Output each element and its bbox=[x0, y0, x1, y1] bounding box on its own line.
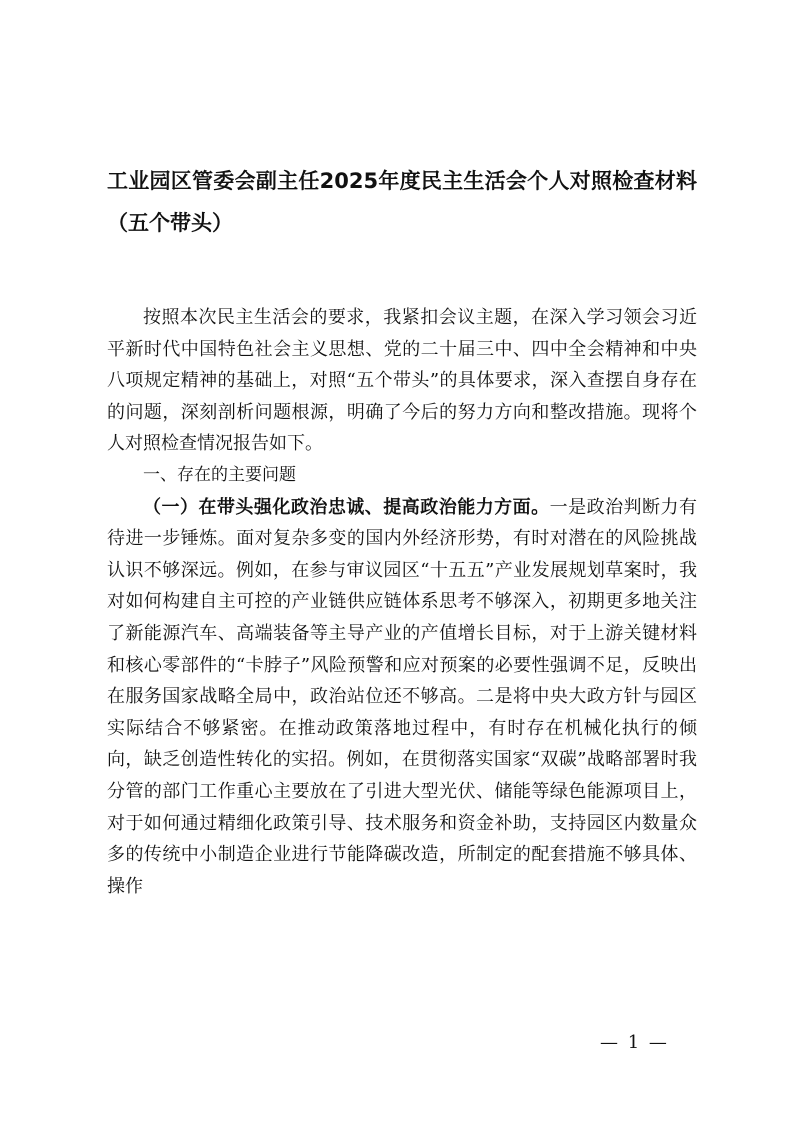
subsection-paragraph bbox=[107, 492, 697, 903]
section-heading: 一、存在的主要问题 bbox=[143, 464, 296, 485]
subsection-heading: （一）在带头强化政治忠诚、提高政治能力方面。 bbox=[143, 496, 550, 518]
subsection-text: 一是政治判断力有待进一步锤炼。面对复杂多变的国内外经济形势，有时对潜在的风险挑战认识不够深远。例如，在参与审议园区“十五五”产业发展规划草案时，我对如何构建自主可控的产业链供应链体系思考不够深入，初期更多地关注了新能源汽车、高端装备等主导产业的产值增长目标，对于上游关键材料和核心零部件的“卡脖子”风险预警和应对预案的必要性强调不足，反映出在服务国家战略全局中，政治站位还不够高。二是将中央大政方针与园区实际结合不够紧密。在推动政策落地过程中，有时存在机械化执行的倾向，缺乏创造性转化的实招。例如，在贯彻落实国家“双碳”战略部署时我分管的部门工作重心主要放在了引进大型光伏、储能等绿色能源项目上，对于如何通过精细化政策引导、技术服务和资金补助，支持园区内数量众多的传统中小制造企业进行节能降碳改造，所制定的配套措施不够具体、操作 bbox=[107, 496, 698, 897]
intro-paragraph: 按照本次民主生活会的要求，我紧扣会议主题，在深入学习领会习近平新时代中国特色社会主义思想、党的二十届三中、四中全会精神和中央八项规定精神的基础上，对照“五个带头”的具体要求，深入查摆自身存在的问题，深刻剖析问题根源，明确了今后的努力方向和整改措施。现将个人对照检查情况报告如下。 bbox=[107, 307, 697, 455]
page-number: — 1 — bbox=[600, 1032, 669, 1053]
document-title: 工业园区管委会副主任2025年度民主生活会个人对照检查材料（五个带头） bbox=[107, 169, 697, 235]
document-body bbox=[107, 302, 697, 902]
